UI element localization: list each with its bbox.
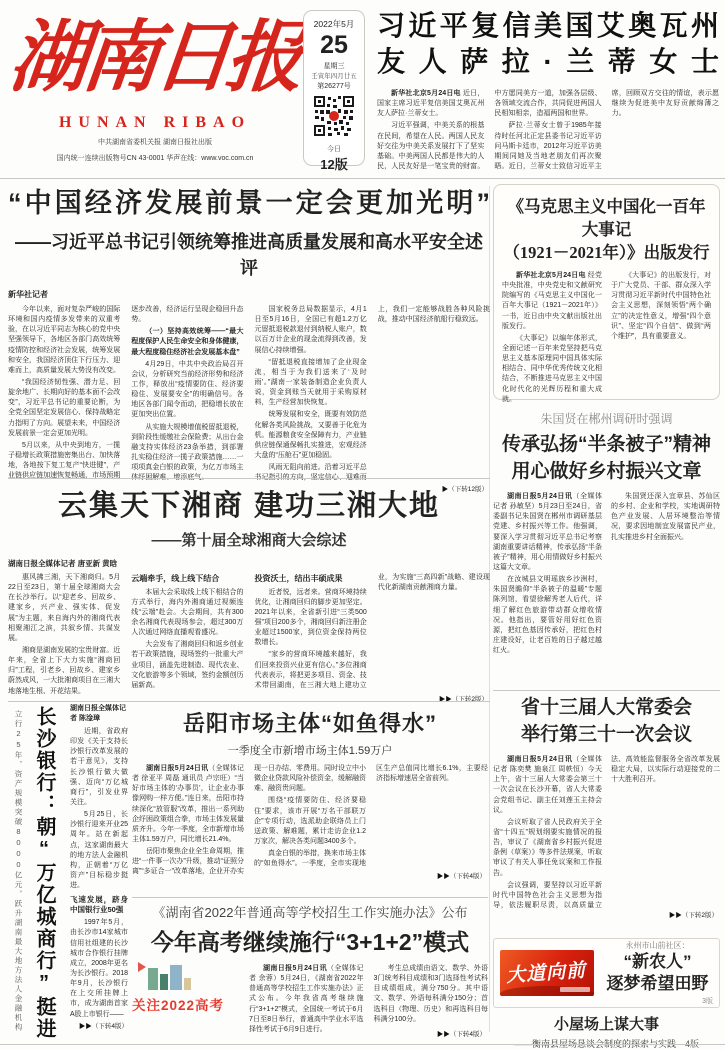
- jump-to-page-note: ▶▶（下转2版）: [664, 910, 718, 919]
- page-reference: 3版: [702, 998, 713, 1005]
- story-body: 新华社北京5月24日电 近日，国家主席习近平复信美国艾奥瓦州友人萨拉·兰蒂女士。 习近平强调，中美关系的根基在民间，希望在人民。两国人民友好交往为中美关系发展打下了坚实基础。中美两国人民都是伟大的人民，人民友好是一笔宝贵的财富。中方愿同美方一道，加强各层级、各领域交流合作，共同促进两国人民相知相亲，造福两国和世界。 萨拉·兰蒂女士曾于1985年接待时任河北正定县委书记习近平访问马斯卡廷市，2012年习近平访美期间同她及当地老朋友们再次聚晤。近日，兰蒂女士致信习近平主席，回顾双方交往的情谊，表示愿继续为促进美中友好贡献绵薄之力。: [377, 90, 719, 170]
- issue-number: 第26277号: [317, 83, 351, 90]
- story-headline: 今年高考继续施行“3+1+2”模式: [150, 929, 470, 955]
- story-headline: 习近平复信美国艾奥瓦州: [377, 10, 719, 41]
- qr-code-icon: [313, 95, 355, 137]
- page-reference: 4版: [685, 1039, 700, 1049]
- story-crosshead: 云端牵手，线上线下结合: [131, 574, 220, 583]
- masthead: [5, 6, 303, 164]
- rail-section-divider: [493, 690, 720, 691]
- story-headline: 举行第三十一次会议: [520, 724, 692, 745]
- story-headline: 省十三届人大常委会: [520, 697, 692, 718]
- badge-label: 关注2022高考: [132, 998, 225, 1013]
- gaokao-2022-badge: [132, 964, 240, 1026]
- story-crosshead: 投资沃土，结出丰硕成果: [254, 574, 343, 583]
- series-tagline-strip: [560, 987, 590, 992]
- jump-to-page-note: ▶▶（下转4版）: [70, 1022, 128, 1032]
- dateline: 湖南日报5月24日讯: [507, 493, 573, 500]
- story-provincial-npc-session: [493, 694, 720, 928]
- story-subtitle: ——第十届全球湘商大会综述: [151, 532, 347, 549]
- buildings-illustration-icon: [138, 964, 240, 990]
- dateline: 新华社北京5月24日电: [516, 272, 586, 279]
- story-kicker: 《湖南省2022年普通高等学校招生工作实施办法》公布: [152, 905, 468, 920]
- story-zhu-guoxian-research: [493, 410, 720, 686]
- section-divider: [132, 897, 488, 898]
- story-headline: 岳阳市场主体“如鱼得水”: [182, 711, 437, 736]
- story-headline: 友人萨拉·兰蒂女士: [377, 46, 719, 77]
- story-body: 湖南日报5月24日讯（全媒体记者 孙敏坚）5月23日至24日，省委副书记朱国贤在郴州市调研基层党建、乡村振兴等工作。他强调，要深入学习贯彻习近平总书记考察湖南重要讲话精神，传承弘扬“半条被子”精神，用心用情做好乡村振兴这篇大文章。 在汝城县文明瑶族乡沙洲村，朱国贤瞻仰“半条被子的温暖”专题陈列馆，看望徐解秀老人后代，详细了解红色旅游带动群众增收情况。他指出，要管好用好红色资源，把红色基因传承好，把红色村庄建设好，让老百姓的日子越过越红火。 朱国贤还深入宜章县、苏仙区的乡村、企业和学校，实地调研特色产业发展、人居环境整治等情况，要求因地制宜发展富民产业，扎实推进乡村全面振兴。: [493, 493, 720, 655]
- teaser-box: [493, 938, 720, 1008]
- story-byline: 湖南日报全媒体记者 陈淦璋: [70, 705, 126, 722]
- dateline: 新华社北京5月24日电: [391, 90, 461, 97]
- story-body: 湖南日报5月24日讯（全媒体记者 余蓉）5月24日，《湖南省2022年普通高等学校招生工作实施办法》正式公布。今年我省高考继续施行“3+1+2”模式，全国统一考试于6月7日至8日举行，普通高中学业水平选择性考试于6月9日进行。 考生总成绩由语文、数学、外语3门统考科目成绩和3门选择性考试科目成绩组成，满分750分。其中语文、数学、外语每科满分150分；首选科目（物理、历史）和再选科目每科满分100分。 ▶▶（下转4版）: [249, 965, 488, 1038]
- story-body: 新华社北京5月24日电 经党中央批准，中央党史和文献研究院编写的《马克思主义中国化一百年大事记（1921－2021年）》一书，近日由中央文献出版社出版发行。 《大事记》以编年体形式，全面记述一百年来党坚持把马克思主义基本原理同中国具体实际相结合、同中华优秀传统文化相结合，不断推进马克思主义中国化时代化的光辉历程和重大成就。 《大事记》的出版发行，对于广大党员、干部、群众深入学习贯彻习近平新时代中国特色社会主义思想，深刻领悟“两个确立”的决定性意义，增强“四个意识”、坚定“四个自信”、做到“两个维护”，具有重要意义。: [502, 272, 711, 403]
- section-divider: [8, 701, 490, 702]
- story-headline-vertical: 长沙银行：朝“万亿城商行”挺进: [33, 706, 55, 1040]
- footer-divider: [0, 1044, 725, 1045]
- today-label: 今日: [327, 146, 341, 153]
- story-subtitle: 一季度全市新增市场主体1.59万户: [227, 745, 393, 757]
- teaser-headline: “新农人”: [623, 952, 692, 971]
- date-weekday: 星期三: [323, 63, 345, 70]
- story-byline: 新华社记者: [8, 290, 48, 299]
- story-subtitle: ——习近平总书记引领统筹推进高质量发展和高水平安全述评: [15, 232, 483, 278]
- story-kicker: 朱国贤在郴州调研时强调: [540, 412, 673, 426]
- jump-to-page-note: ▶（下转12版）: [437, 484, 488, 493]
- story-headline: 小屋场上谋大事: [553, 1016, 659, 1033]
- header-divider: [0, 178, 725, 179]
- story-changsha-bank: [10, 704, 128, 1042]
- masthead-org-line: 中共湖南省委机关报 湖南日报社出版: [98, 139, 212, 146]
- pages-count: 12版: [320, 157, 348, 172]
- section-divider: [8, 478, 490, 479]
- story-body: 今年以来，面对复杂严峻的国际环境和国内疫情多发带来的双重考验，在以习近平同志为核心的党中央坚强领导下，各地区各部门高效统筹疫情防控和经济社会发展，统筹发展和安全，我国经济顶住下行压力、迎难而上，高质量发展大势没有改变。 “我国经济韧性强、潜力足、回旋余地广、长期向好的基本面不会改变”，习近平总书记的重要论断，为全党全国坚定发展信心、保持战略定力指明了方向。展望未来，中国经济发展前景一定会更加光明。 5月以来，从中央到地方，一揽子稳增长政策措施密集出台、加快落地，各地按下复工复产“快进键”，产业链供应链加速恢复畅通，市场预期逐步改善，经济运行呈现企稳回升态势。 （一）坚持高效统筹——“最大程度保护人民生命安全和身体健康，最大程度稳住经济社会发展基本盘” 4月29日，中共中央政治局召开会议，分析研究当前经济形势和经济工作，释放出“疫情要防住、经济要稳住、发展要安全”的明确信号。各地区各部门闻令而动，把稳增长放在更加突出位置。 从实施大规模增值税留抵退税，到阶段性缓缴社会保险费；从出台金融支持实体经济23条举措，到部署扎实稳住经济一揽子政策措施……一项项真金白银的政策，为亿万市场主体纾困解难、增添底气。 国家税务总局数据显示，4月1日至5月16日，全国已有超1.2万亿元留抵退税款退付到纳税人账户，数以百万计企业的现金流得到改善，发展信心持续增强。 “留抵退税直接增加了企业现金流，相当于为我们送来了‘及时雨’。”湖南一家装备制造企业负责人说，资金到账当天就用于采购原材料，生产经营加快恢复。 统筹发展和安全，既要有效防范化解各类风险挑战，又要善于化危为机。能源粮食安全保障有力，产业链供应链保通保畅扎实推进，宏观经济大盘的“压舱石”更加稳固。 风雨无阻向前进。沿着习近平总书记指引的方向，坚定信心、迎难而上，我们一定能够战胜各种风险挑战，推动中国经济航船行稳致远。 ▶（下转12版）: [8, 306, 490, 493]
- story-subtitle: ——衡南县屋场恳谈会制度的探索与实践 4版: [513, 1039, 700, 1049]
- story-body: 惠风拂三湘，天下湘商归。5月22日至23日，第十届全球湘商大会在长沙举行。以“迎老乡、回故乡、建家乡，兴产业、强实体、促发展”为主题，来自海内外的湘商代表相聚湘江之滨，共叙乡情、共谋发展。 湘商是湖南发展的宝贵财富。近年来，全省上下大力实施“湘商回归”工程，引老乡、回故乡、建家乡蔚然成风，一大批湘商项目在三湘大地落地生根、开花结果。 云端牵手，线上线下结合 本届大会采取线上线下相结合的方式举行，海内外湘商通过视频连线“云端”赴会。大会期间，共有300余名湘商代表现场参会，超过300万人次通过网络直播观看盛况。 大会发布了湘商回归和返乡创业若干政策措施，现场签约一批重大产业项目，涵盖先进制造、现代农业、文化旅游等多个领域，签约金额创历届新高。 投资沃土，结出丰硕成果 近者悦，远者来。营商环境持续优化，让湘商回归的脚步更加坚定。2021年以来，全省新引进“三类500强”项目200多个，湘商回归新注册企业超过1500家，到位资金保持两位数增长。 “家乡的营商环境越来越好，我们回来投资兴业更有信心。”多位湘商代表表示，将把更多项目、资金、技术带回湖南，在三湘大地上建功立业，为实施“三高四新”战略、建设现代化新湖南贡献湘商力量。 ▶▶（下转2版）: [8, 574, 490, 703]
- dateline: 湖南日报5月24日讯: [507, 756, 573, 763]
- story-xiangshang-conference: [8, 483, 490, 703]
- date-lunar: 壬寅年四月廿五: [311, 73, 357, 80]
- jump-to-page-note: ▶▶（下转4版）: [432, 871, 486, 880]
- masthead-calligraphy: 湖南日报: [5, 14, 303, 101]
- story-headline: 《马克思主义中国化一百年大事记: [507, 197, 706, 239]
- story-body: 湖南日报全媒体记者 陈淦璋 近期，省政府印发《关于支持长沙银行改革发展的若干意见》，支持长沙银行做大做强、迈向“万亿城商行”，引发业界关注。 5月25日，长沙银行迎来开业25周年。站在新起点，这家湖南最大的地方法人金融机构，正朝着“万亿资产”目标稳步挺进。 飞速发展，跻身中国银行业50强 1997年5月，由长沙市14家城市信用社组建的长沙城市合作银行挂牌成立，2008年更名为长沙银行。2018年9月，长沙银行在上交所挂牌上市，成为湖南首家A股上市银行—— ▶▶（下转4版）: [70, 705, 128, 1030]
- story-gaokao-policy: [132, 902, 488, 1038]
- story-headline: （1921－2021年）》出版发行: [503, 243, 710, 262]
- story-headline: 云集天下湘商 建功三湘大地: [57, 490, 441, 522]
- date-box: [303, 10, 365, 172]
- masthead-latin: HUNAN RIBAO: [58, 114, 252, 131]
- dadao-xiangqian-series-banner: [500, 950, 594, 996]
- jump-to-page-note: ▶▶（下转4版）: [432, 1029, 486, 1038]
- story-yueyang-market: [132, 707, 488, 880]
- story-crosshead: 飞速发展，跻身中国银行业50强: [70, 895, 128, 915]
- story-deck: 立行25年，资产规模突破8000亿元，跃升湖南最大地方法人金融机构: [14, 710, 23, 1033]
- series-title-calligraphy: 大道向前: [505, 960, 587, 987]
- story-headline: “中国经济发展前景一定会更加光明”: [8, 188, 490, 218]
- date-year-month: 2022年5月: [313, 19, 355, 29]
- dateline: 湖南日报5月24日讯: [263, 965, 328, 972]
- story-byline: 湖南日报全媒体记者 唐亚新 黄晗: [8, 559, 118, 568]
- story-headline: 传承弘扬“半条被子”精神: [501, 434, 711, 455]
- story-xi-reply-letter: [377, 8, 719, 179]
- dateline: 湖南日报5月24日讯: [146, 765, 209, 772]
- story-body: 湖南日报5月24日讯（全媒体记者 陈奕樊 施泉江 周帙恒）今天上午，省十三届人大常委会第三十一次会议在长沙开幕，省人大常委会党组书记、副主任刘莲玉主持会议。 会议听取了省人民政府关于全省“十四五”规划纲要实施情况的报告，审议了《湖南省乡村振兴促进条例（草案）》等多件法规案，听取审议了有关人事任免议案和工作报告。 会议强调，要坚持以习近平新时代中国特色社会主义思想为指导，依法履职尽责，以高质量立法、高效能监督服务全省改革发展稳定大局，以实际行动迎接党的二十大胜利召开。 ▶▶（下转2版）: [493, 756, 720, 919]
- masthead-issn-line: 国内统一连续出版物号CN 43-0001 华声在线：www.voc.com.cn: [56, 155, 254, 162]
- story-headline: 用心做好乡村振兴文章: [511, 461, 702, 482]
- story-china-economy: [8, 184, 490, 493]
- story-body: 湖南日报5月24日讯（全媒体记者 徐亚平 周磊 通讯员 卢宗旺）“当好市场主体的‘办事员’，让企业办事像网购一样方便。”连日来，岳阳市持续深化“放管服”改革，推出一系列助企纾困政策组合拳，市场主体发展量质齐升。今年一季度，全市新增市场主体1.59万户，同比增长21.4%。 岳阳市聚焦企业全生命周期，推进“一件事一次办”升级，推动“证照分离”“多证合一”改革落地，企业开办实现一日办结、零费用。同时设立中小微企业贷款风险补偿资金，缓解融资难、融资贵问题。 围绕“疫情要防住、经济要稳住”要求，该市开展“万名干部联万企”专项行动，选派助企联络员上门送政策、解难题，累计走访企业1.2万家次，解决各类问题3400多个。 真金白银的举措，换来市场主体的“如鱼得水”。一季度，全市实现地区生产总值同比增长6.1%，主要经济指标增速居全省前列。 ▶▶（下转4版）: [132, 765, 488, 880]
- teaser-headline: 逐梦希望田野: [606, 974, 709, 993]
- teaser-kicker: 永州市山前社区：: [625, 941, 690, 950]
- date-day: 25: [320, 31, 348, 59]
- story-section-heading: （一）坚持高效统筹——“最大程度保护人民生命安全和身体健康，最大程度稳住经济社会发展基本盘”: [131, 328, 244, 356]
- story-marxism-book: [493, 184, 720, 403]
- jump-to-page-note: ▶▶（下转2版）: [434, 694, 488, 703]
